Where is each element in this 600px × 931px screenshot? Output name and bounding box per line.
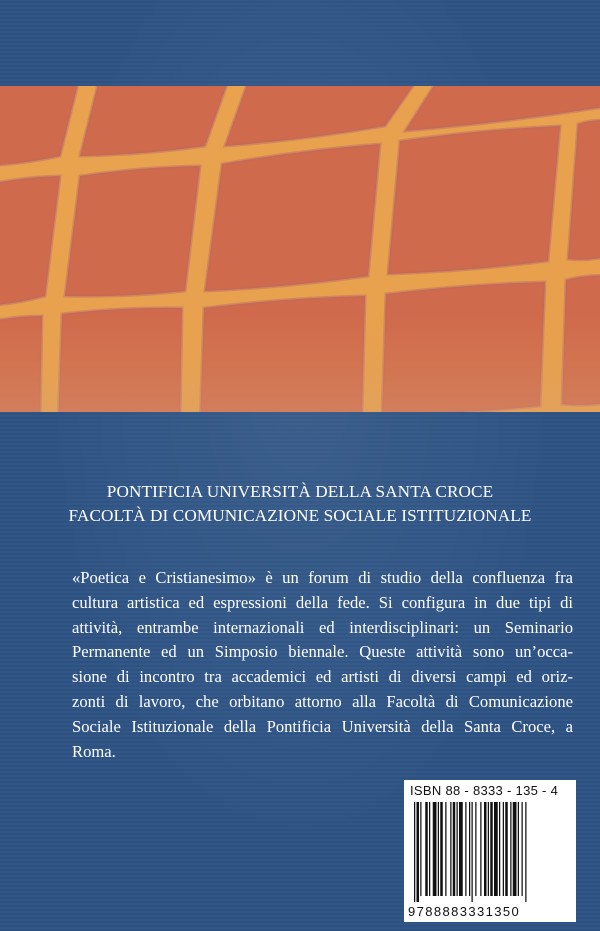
barcode-bar xyxy=(420,802,421,896)
barcode-bar xyxy=(457,802,458,896)
heading-line-faculty: FACOLTÀ DI COMUNICAZIONE SOCIALE ISTITUZIONALE xyxy=(68,506,532,525)
barcode-bar xyxy=(494,802,498,896)
artwork-fade xyxy=(0,86,600,412)
barcode-bar xyxy=(510,802,511,896)
barcode-bar xyxy=(440,802,443,896)
description-line: sione di incontro tra accademici ed artisti di diversi campi ed oriz- xyxy=(72,667,573,687)
barcode-bar xyxy=(453,802,456,896)
barcode-bar xyxy=(488,802,489,896)
barcode-bar xyxy=(518,802,519,896)
barcode-bar xyxy=(522,802,523,896)
description-paragraph xyxy=(72,566,573,764)
institution-heading xyxy=(0,480,600,528)
isbn-label: ISBN 88 - 8333 - 135 - 4 xyxy=(410,783,559,798)
barcode-bar xyxy=(472,802,473,902)
barcode-bar xyxy=(438,802,439,896)
barcode-bar xyxy=(480,802,481,896)
barcode-bar xyxy=(525,802,526,902)
description-line: zonti di lavoro, che orbitano attorno alla Facoltà di Comunicazione xyxy=(72,691,573,711)
barcode-bar xyxy=(469,802,470,896)
barcode-bar xyxy=(459,802,463,896)
description-line: «Poetica e Cristianesimo» è un forum di studio della confluenza fra xyxy=(72,568,573,587)
barcode-bar xyxy=(414,802,415,902)
barcode-bar xyxy=(499,802,500,896)
barcode-bar xyxy=(475,802,476,896)
isbn-barcode-block xyxy=(404,780,576,922)
barcode-bar xyxy=(490,802,493,896)
barcode-bar xyxy=(429,802,430,896)
barcode-bar xyxy=(450,802,451,896)
description-line: Roma. xyxy=(72,741,116,761)
barcode-bar xyxy=(433,802,437,896)
heading-line-university: PONTIFICIA UNIVERSITÀ DELLA SANTA CROCE xyxy=(106,482,494,501)
ean-number: 9788883331350 xyxy=(408,904,521,919)
barcode-bar xyxy=(465,802,466,896)
barcode-bar xyxy=(425,802,428,896)
barcode-icon xyxy=(410,802,572,902)
description-line: attività, entrambe internazionali ed interdisciplinari: un Seminario xyxy=(72,617,573,637)
barcode-bar xyxy=(513,802,517,896)
barcode-bar xyxy=(503,802,504,896)
description-line: cultura artistica ed espressioni della fede. Si configura in due tipi di xyxy=(72,592,573,612)
cover-artwork-tile-dome xyxy=(0,86,600,412)
barcode-bar xyxy=(417,802,420,902)
description-line: Sociale Istituzionale della Pontificia Università della Santa Croce, a xyxy=(72,716,573,736)
description-line: Permanente ed un Simposio biennale. Queste attività sono un’occa- xyxy=(72,642,573,662)
barcode-bar xyxy=(505,802,508,896)
barcode-bar xyxy=(445,802,446,896)
barcode-bar xyxy=(484,802,487,896)
